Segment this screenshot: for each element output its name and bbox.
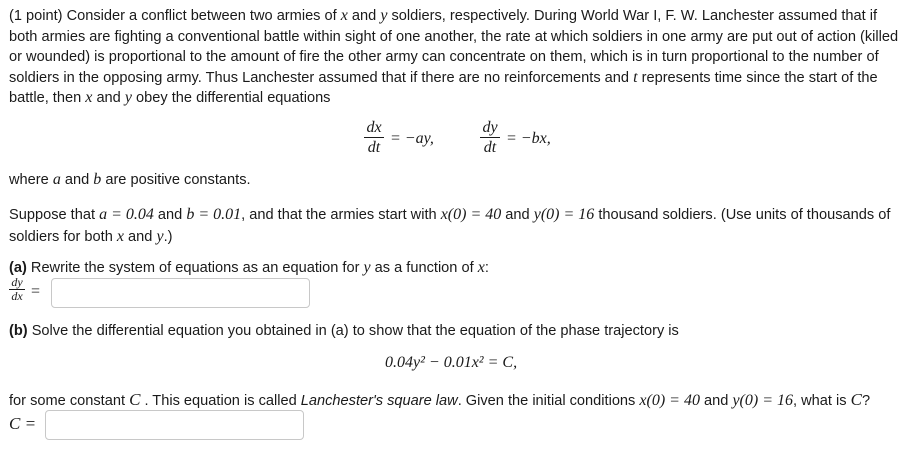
lhs-numerator: dy [11, 275, 23, 289]
part-a-lhs-fraction [9, 276, 25, 303]
eq2-denominator: dt [483, 139, 497, 156]
eq1-rhs: = −ay, [390, 130, 434, 147]
constants-and: and [60, 172, 94, 188]
eq2-numerator: dy [482, 119, 498, 136]
intro-and: and [347, 8, 381, 24]
part-b-line2-text-1: for some constant [9, 393, 130, 409]
suppose-text-1: Suppose that [9, 207, 100, 223]
eq1-numerator: dx [366, 119, 382, 136]
intro-text-4: obey the differential equations [131, 90, 331, 107]
c-answer-label: C = [9, 414, 37, 433]
suppose-text-2: , and that the armies start with [241, 207, 441, 223]
b-value: b = 0.01 [186, 206, 242, 223]
var-c: C [850, 390, 862, 409]
part-a-equals: = [31, 283, 41, 300]
dy-dx-answer-input[interactable] [51, 278, 310, 308]
part-b-line2-text-4: , what is [793, 393, 851, 409]
var-x: x [85, 89, 93, 107]
part-b-label: (b) [9, 323, 28, 339]
y0-value: y(0) = 16 [533, 206, 595, 223]
var-a: a [52, 171, 61, 188]
part-b-line2-text-2: . This equation is called [140, 393, 301, 409]
suppose-and: and [501, 207, 534, 223]
part-a-text-2: as a function of [370, 260, 478, 276]
part-a-colon: : [484, 260, 489, 276]
part-b-line2 [9, 390, 905, 412]
var-c: C [129, 390, 141, 409]
part-b-question [9, 321, 905, 342]
intro-paragraph [9, 6, 905, 109]
constants-prefix: where [9, 172, 53, 188]
a-value: a = 0.04 [99, 206, 154, 223]
intro-text-3: represents time since the start of the battle, then [9, 69, 878, 107]
var-y: y [363, 259, 371, 276]
var-y: y [380, 7, 388, 24]
intro-and: and [92, 90, 125, 107]
x0-value: x(0) = 40 [440, 206, 502, 223]
c-answer-input[interactable] [45, 410, 304, 440]
part-a-text-1: Rewrite the system of equations as an equation for [26, 260, 364, 276]
var-x: x [340, 7, 348, 24]
eq2-rhs: = −bx, [506, 130, 551, 147]
x0-value: x(0) = 40 [639, 392, 700, 409]
part-b-and: and [699, 393, 733, 409]
eq1-denominator: dt [367, 139, 381, 156]
intro-text-1: (1 point) Consider a conflict between two armies of [9, 8, 341, 24]
y0-value: y(0) = 16 [732, 392, 793, 409]
var-x: x [116, 228, 124, 245]
part-a-label: (a) [9, 260, 27, 276]
part-b-text: Solve the differential equation you obtained in (a) to show that the equation of the phase trajectory is [27, 323, 679, 339]
intro-text-2: soldiers, respectively. During World War I, F. W. Lanchester assumed that if both armies are fighting a conventional battle within sight of one another, the rate at which soldiers in one army are put out of action (killed or wounded) is proportional to the amount of fire the other army can concentrate on them, which is in turn proportional to the number of soldiers in the opposing army. Thus Lanchester assumed that if there are no reinforcements and [9, 8, 899, 86]
lhs-denominator: dx [11, 289, 23, 303]
var-y: y [156, 228, 164, 245]
var-t: t [633, 68, 638, 86]
eq1-fraction [364, 118, 384, 157]
suppose-and: and [153, 207, 187, 223]
var-x: x [477, 259, 485, 276]
suppose-and: and [124, 229, 157, 245]
var-y: y [124, 89, 132, 107]
part-b-line2-text-3: . Given the initial conditions [457, 393, 640, 409]
constants-line [9, 170, 905, 191]
eq2-fraction [480, 118, 500, 157]
phase-trajectory-equation: 0.04y² − 0.01x² = C, [385, 354, 518, 371]
suppose-paragraph [9, 204, 905, 248]
suppose-end: .) [163, 229, 173, 245]
constants-suffix: are positive constants. [101, 172, 251, 188]
question-mark: ? [861, 393, 871, 409]
part-a-question [9, 258, 905, 279]
suppose-text-3: thousand soldiers. (Use units of thousands of soldiers for both [9, 207, 891, 245]
var-b: b [93, 171, 102, 188]
law-name: Lanchester's square law [300, 393, 458, 409]
